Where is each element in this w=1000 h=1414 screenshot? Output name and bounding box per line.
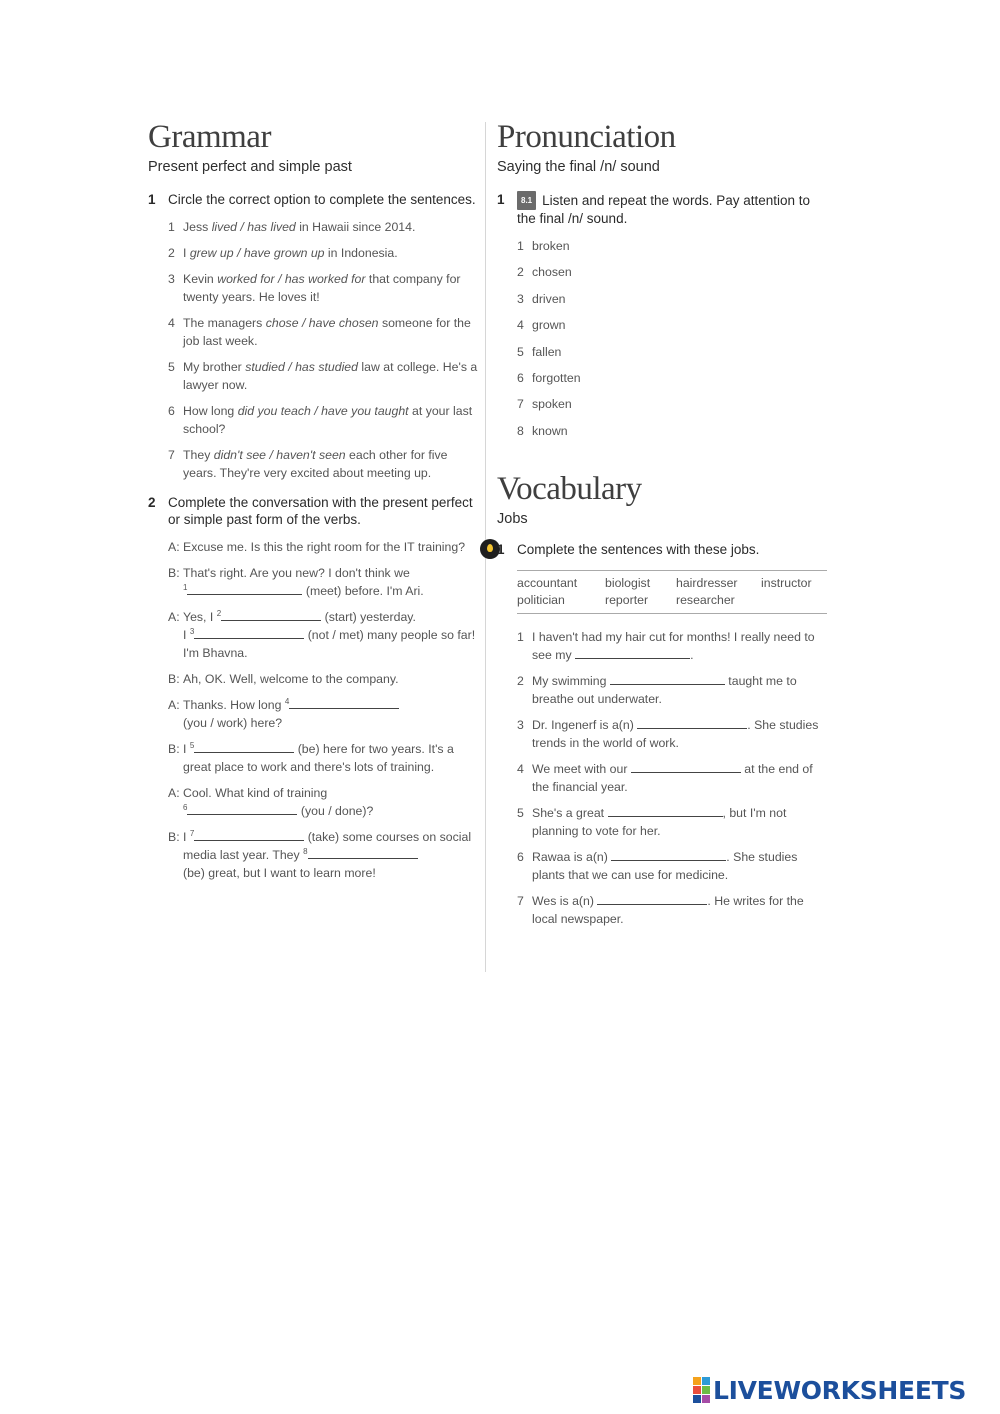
pronunciation-word-list: [517, 237, 827, 440]
speaker-label: B:: [168, 566, 180, 580]
vocabulary-section: [497, 470, 827, 928]
answer-blank[interactable]: [597, 892, 707, 905]
speaker-label: B:: [168, 830, 180, 844]
conversation-line: A: Cool. What kind of training $^6$ (you / done)?: [168, 786, 374, 818]
answer-blank-3[interactable]: [194, 626, 304, 639]
list-item: 2 I grew up / have grown up in Indonesia.: [168, 246, 398, 260]
logo-tile: [702, 1386, 710, 1394]
logo-text: LIVEWORKSHEETS: [713, 1375, 967, 1405]
speaker-label: A:: [168, 698, 180, 712]
logo-mark-icon: [693, 1377, 710, 1403]
word-box-item: researcher: [676, 592, 735, 607]
list-item: 2 chosen: [517, 265, 572, 280]
answer-blank[interactable]: [608, 804, 723, 817]
option-choice[interactable]: did you teach / have you taught: [237, 404, 409, 418]
instruction-text: Listen and repeat the words. Pay attention to the final /n/ sound.: [517, 193, 811, 226]
list-item: 4 The managers chose / have chosen someone for the job last week.: [168, 316, 471, 348]
word-box-item: accountant: [517, 575, 578, 590]
option-choice[interactable]: didn't see / haven't seen: [213, 448, 346, 462]
pronunciation-subtitle: Saying the final /n/ sound: [497, 159, 660, 175]
instruction-text: Complete the sentences with these jobs.: [517, 541, 760, 557]
conversation-line: A: Excuse me. Is this the right room for the IT training?: [168, 540, 466, 554]
answer-blank[interactable]: [575, 646, 690, 659]
word-box-item: hairdresser: [676, 575, 738, 590]
answer-blank-1[interactable]: [187, 582, 302, 595]
pronunciation-section: [497, 118, 827, 440]
list-item: 3 Kevin worked for / has worked for that company for twenty years. He loves it!: [168, 272, 461, 304]
instruction-text: Circle the correct option to complete the sentences.: [168, 192, 476, 207]
list-item: 5 She's a great , but I'm not planning to vote for her.: [517, 805, 787, 838]
right-column: [497, 118, 827, 940]
list-item: 6 Rawaa is a(n) . She studies plants that we can use for medicine.: [517, 849, 798, 882]
conversation-line: B: Ah, OK. Well, welcome to the company.: [168, 672, 399, 686]
word-box-item: reporter: [605, 592, 649, 607]
logo-tile: [702, 1395, 710, 1403]
list-item: 8 known: [517, 423, 568, 438]
list-item: 1 Jess lived / has lived in Hawaii since 2014.: [168, 220, 416, 234]
option-choice[interactable]: studied / has studied: [245, 360, 358, 374]
answer-blank-4[interactable]: [289, 696, 399, 709]
list-item: 2 My swimming taught me to breathe out underwater.: [517, 673, 797, 706]
grammar-section: [148, 118, 478, 890]
list-item: 4 grown: [517, 318, 566, 333]
list-item: 3 Dr. Ingenerf is a(n) . She studies trends in the world of work.: [517, 717, 819, 750]
list-item: 7 Wes is a(n) . He writes for the local newspaper.: [517, 893, 804, 926]
answer-blank-2[interactable]: [221, 608, 321, 621]
list-item: 4 We meet with our at the end of the financial year.: [517, 761, 813, 794]
speaker-label: A:: [168, 786, 180, 800]
grammar-title: Grammar: [148, 119, 271, 155]
speaker-label: B:: [168, 672, 180, 686]
list-item: 7 spoken: [517, 397, 572, 412]
option-choice[interactable]: lived / has lived: [211, 220, 296, 234]
vocabulary-exercise-1-instruction: [497, 541, 827, 558]
audio-track-icon[interactable]: 8.1: [517, 191, 536, 210]
answer-blank-7[interactable]: [194, 828, 304, 841]
instruction-text: Complete the conversation with the present perfect or simple past form of the verbs.: [168, 495, 473, 527]
pronunciation-title: Pronunciation: [497, 119, 676, 155]
conversation-line: B: I $^7$ (take) some courses on social media last year. They $^8$ (be) great, but I want to learn more!: [168, 828, 472, 880]
conversation-line: A: Thanks. How long $^4$ (you / work) here?: [168, 696, 478, 732]
answer-blank-8[interactable]: [308, 846, 418, 859]
grammar-exercise-1-instruction: [148, 191, 478, 208]
list-item: 1 broken: [517, 239, 570, 253]
conversation-line: A: Yes, I $^2$ (start) yesterday. I $^3$ (not / met) many people so far! I'm Bhavna.: [168, 608, 476, 660]
exercise-number: 1: [497, 192, 505, 207]
logo-tile: [702, 1377, 710, 1385]
logo-tile: [693, 1386, 701, 1394]
word-box-item: biologist: [605, 575, 651, 590]
list-item: 5 fallen: [517, 344, 562, 359]
option-choice[interactable]: worked for / has worked for: [217, 272, 366, 286]
list-item: 1 I haven't had my hair cut for months! I really need to see my .: [517, 629, 815, 662]
conversation: [168, 538, 478, 882]
exercise-number: 2: [148, 495, 156, 510]
liveworksheets-logo[interactable]: [693, 1376, 966, 1404]
conversation-line: B: I $^5$ (be) here for two years. It's a great place to work and there's lots of training.: [168, 740, 454, 774]
grammar-exercise-1-list: [168, 218, 478, 482]
pronunciation-exercise-1-instruction: [497, 191, 827, 227]
answer-blank-5[interactable]: [194, 740, 294, 753]
word-box-item: politician: [517, 592, 565, 607]
vocabulary-subtitle: Jobs: [497, 510, 528, 527]
list-item: 3 driven: [517, 291, 566, 306]
vocabulary-title: Vocabulary: [497, 470, 642, 507]
grammar-exercise-2-instruction: [148, 494, 478, 528]
list-item: 6 forgotten: [517, 370, 581, 385]
speaker-label: B:: [168, 742, 180, 756]
speaker-label: A:: [168, 540, 180, 554]
logo-tile: [693, 1377, 701, 1385]
logo-tile: [693, 1395, 701, 1403]
grammar-subtitle: Present perfect and simple past: [148, 159, 352, 175]
option-choice[interactable]: chose / have chosen: [265, 316, 379, 330]
exercise-number: 1: [497, 541, 505, 557]
conversation-line: B: That's right. Are you new? I don't think we $^1$ (meet) before. I'm Ari.: [168, 566, 424, 598]
list-item: 5 My brother studied / has studied law at college. He's a lawyer now.: [168, 360, 478, 392]
list-item: 6 How long did you teach / have you taught at your last school?: [168, 404, 473, 436]
word-box: [517, 570, 827, 614]
list-item: 7 They didn't see / haven't seen each other for five years. They're very excited about meeting up.: [168, 448, 448, 480]
exercise-number: 1: [148, 192, 156, 207]
speaker-label: A:: [168, 610, 180, 624]
vocabulary-exercise-1-list: [517, 628, 827, 928]
answer-blank[interactable]: [610, 672, 725, 685]
answer-blank[interactable]: [611, 848, 726, 861]
option-choice[interactable]: grew up / have grown up: [189, 246, 325, 260]
word-box-item: instructor: [761, 575, 812, 590]
answer-blank-6[interactable]: [187, 802, 297, 815]
answer-blank[interactable]: [637, 716, 747, 729]
answer-blank[interactable]: [631, 760, 741, 773]
